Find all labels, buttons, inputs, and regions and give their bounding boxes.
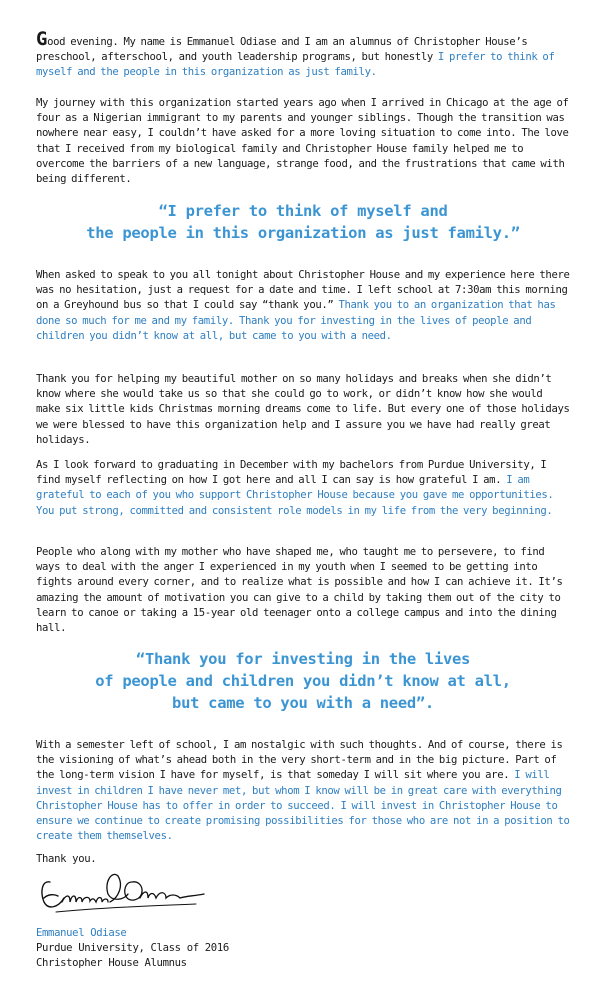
pull-quote-family bbox=[36, 200, 570, 244]
vision-highlight: I will invest in children I have never met, but whom I know will be in great care with everything Christopher House has to offer in order to succeed. I will invest in Christopher House to ensure we continue to create promising possibilities for those who are not in a position to create them themselves. bbox=[36, 769, 570, 843]
pull-quote-line: “Thank you for investing in the lives bbox=[135, 650, 471, 668]
signature-name: Emmanuel Odiase bbox=[36, 927, 127, 939]
paragraph-intro bbox=[36, 28, 570, 81]
paragraph-thank-you bbox=[36, 268, 570, 344]
paragraph-vision bbox=[36, 738, 570, 844]
graduating-highlight: I am grateful to each of you who support Christopher House because you gave me opportunities. You put strong, committed and consistent role models in my life from the very beginning. bbox=[36, 474, 554, 517]
drop-cap: G bbox=[36, 28, 48, 50]
signature-title: Christopher House Alumnus bbox=[36, 957, 187, 969]
closing-thank-you: Thank you. bbox=[36, 853, 97, 865]
pull-quote-investing bbox=[36, 648, 570, 714]
paragraph-journey: My journey with this organization started years ago when I arrived in Chicago at the age of four as a Nigerian immigrant to my parents and younger siblings. Though the transition was nowhere near easy, I couldn’t have asked for a more loving situation to come into. The love that I received from my biological family and Christopher House family helped me to overcome the barriers of a new language, strange food, and the frustrations that came with being different. bbox=[36, 97, 569, 186]
pull-quote-line: of people and children you didn’t know at all, bbox=[95, 672, 511, 690]
intro-highlight: I prefer to think of myself and the people in this organization as just family. bbox=[36, 51, 555, 79]
pull-quote-line: the people in this organization as just family.” bbox=[86, 224, 520, 242]
pull-quote-line: but came to you with a need”. bbox=[172, 694, 434, 712]
graduating-text: As I look forward to graduating in December with my bachelors from Purdue University, I find myself reflecting on how I got here and all I can say is how grateful I am. bbox=[36, 459, 547, 487]
thank-you-highlight: Thank you to an organization that has done so much for me and my family. Thank you for investing in the lives of people and children you didn’t know at all, but came to you with a need. bbox=[36, 299, 556, 342]
vision-text: With a semester left of school, I am nostalgic with such thoughts. And of course, there is the visioning of what’s ahead both in the very short-term and in the big picture. Part of the long-term vision I have for myself, is that someday I will sit where you are. bbox=[36, 739, 563, 782]
paragraph-graduating bbox=[36, 458, 570, 519]
intro-text: ood evening. My name is Emmanuel Odiase and I am an alumnus of Christopher House’s preschool, afterschool, and youth leadership programs, but honestly bbox=[36, 36, 528, 64]
pull-quote-line: “I prefer to think of myself and bbox=[158, 202, 448, 220]
signature-affiliation: Purdue University, Class of 2016 bbox=[36, 942, 229, 954]
paragraph-mentors: People who along with my mother who have shaped me, who taught me to persevere, to find ways to deal with the anger I experienced in my youth when I seemed to be getting into fights around every corner, and to realize what is possible and how I can achieve it. It’s amazing the amount of motivation you can give to a child by taking them out of the city to learn to canoe or taking a 15-year old teenager onto a college campus and into the dining hall. bbox=[36, 546, 563, 635]
paragraph-mother: Thank you for helping my beautiful mother on so many holidays and breaks when she didn’t know where she would take us so that she could go to work, or didn’t know how she would make six little kids Christmas morning dreams come to life. But every one of those holidays we were blessed to have this organization help and I assure you we have had really great holidays. bbox=[36, 373, 570, 446]
thank-you-text: When asked to speak to you all tonight about Christopher House and my experience here there was no hesitation, just a request for a date and time. I left school at 7:30am this morning on a Greyhound bus so that I could say “thank you.” bbox=[36, 269, 570, 312]
handwritten-signature bbox=[36, 868, 211, 923]
